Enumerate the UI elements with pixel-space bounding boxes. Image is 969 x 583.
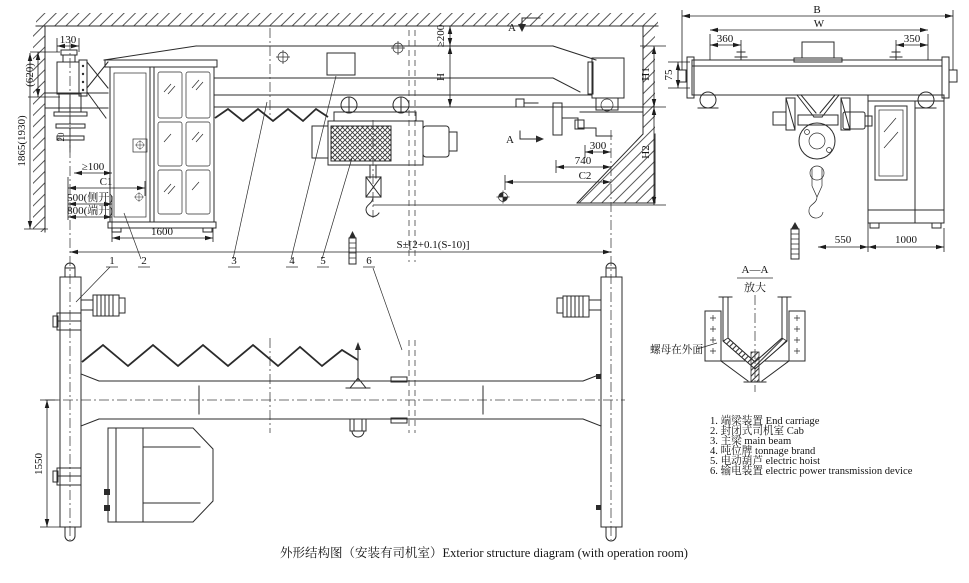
dim-b: B [813, 4, 821, 16]
dim-350: 350 [903, 33, 921, 45]
hoist-drum [331, 126, 391, 161]
dim-1600: 1600 [151, 226, 173, 238]
dim-h2: H2 [640, 145, 652, 159]
callout-1: 1 [109, 255, 115, 267]
section-label-a-bottom: A [506, 134, 514, 146]
callout-2: 2 [141, 255, 147, 267]
legend-item-2: 2. 封闭式司机室 Cab [710, 426, 804, 437]
ceiling-hatch [36, 13, 658, 26]
dim-min100: ≥100 [81, 161, 105, 173]
section-aa-title: A—A [741, 264, 769, 276]
dim-c1: C1 [99, 176, 113, 188]
dim-c2: C2 [578, 170, 592, 182]
dim-550: 550 [834, 234, 852, 246]
section-aa-note: 螺母在外面 [650, 345, 703, 356]
dim-1550: 1550 [33, 453, 45, 475]
legend-item-5: 5. 电动葫芦 electric hoist [710, 456, 821, 467]
dim-h1: H1 [640, 67, 652, 81]
dim-20: 20 [56, 132, 66, 142]
dim-130: 130 [59, 34, 77, 46]
legend-item-3: 3. 主梁 main beam [710, 436, 792, 447]
legend-item-6: 6. 输电装置 electric power transmission device [710, 466, 913, 477]
dim-1000: 1000 [895, 234, 917, 246]
left-wall-hatch [33, 26, 45, 232]
callout-4: 4 [289, 255, 295, 267]
callout-5: 5 [320, 255, 326, 267]
callout-3: 3 [231, 255, 237, 267]
section-stem [751, 352, 759, 382]
callout-6: 6 [366, 255, 372, 267]
section-aa-subtitle: 放大 [744, 282, 766, 294]
dim-1865: 1865(1930) [16, 115, 28, 167]
dim-740: 740 [574, 155, 592, 167]
caption: 外形结构图（安装有司机室）Exterior structure diagram (with operation room) [280, 546, 688, 560]
dim-75: 75 [663, 69, 675, 81]
dim-span: S±[2+0.1(S-10)] [396, 239, 470, 251]
legend-item-1: 1. 端梁装置 End carriage [710, 416, 820, 427]
dim-h: H [435, 73, 447, 81]
section-label-a-top: A [508, 22, 516, 34]
legend-item-4: 4. 吨位牌 tonnage brand [710, 446, 816, 457]
dim-620: (620) [24, 63, 36, 87]
dim-w: W [813, 18, 825, 30]
dim-300: 300 [589, 140, 607, 152]
dim-360: 360 [716, 33, 734, 45]
dim-500: 500(侧开) [67, 192, 113, 204]
dim-800: 800(端开) [67, 205, 113, 217]
dim-min200: ≥200 [435, 24, 447, 48]
